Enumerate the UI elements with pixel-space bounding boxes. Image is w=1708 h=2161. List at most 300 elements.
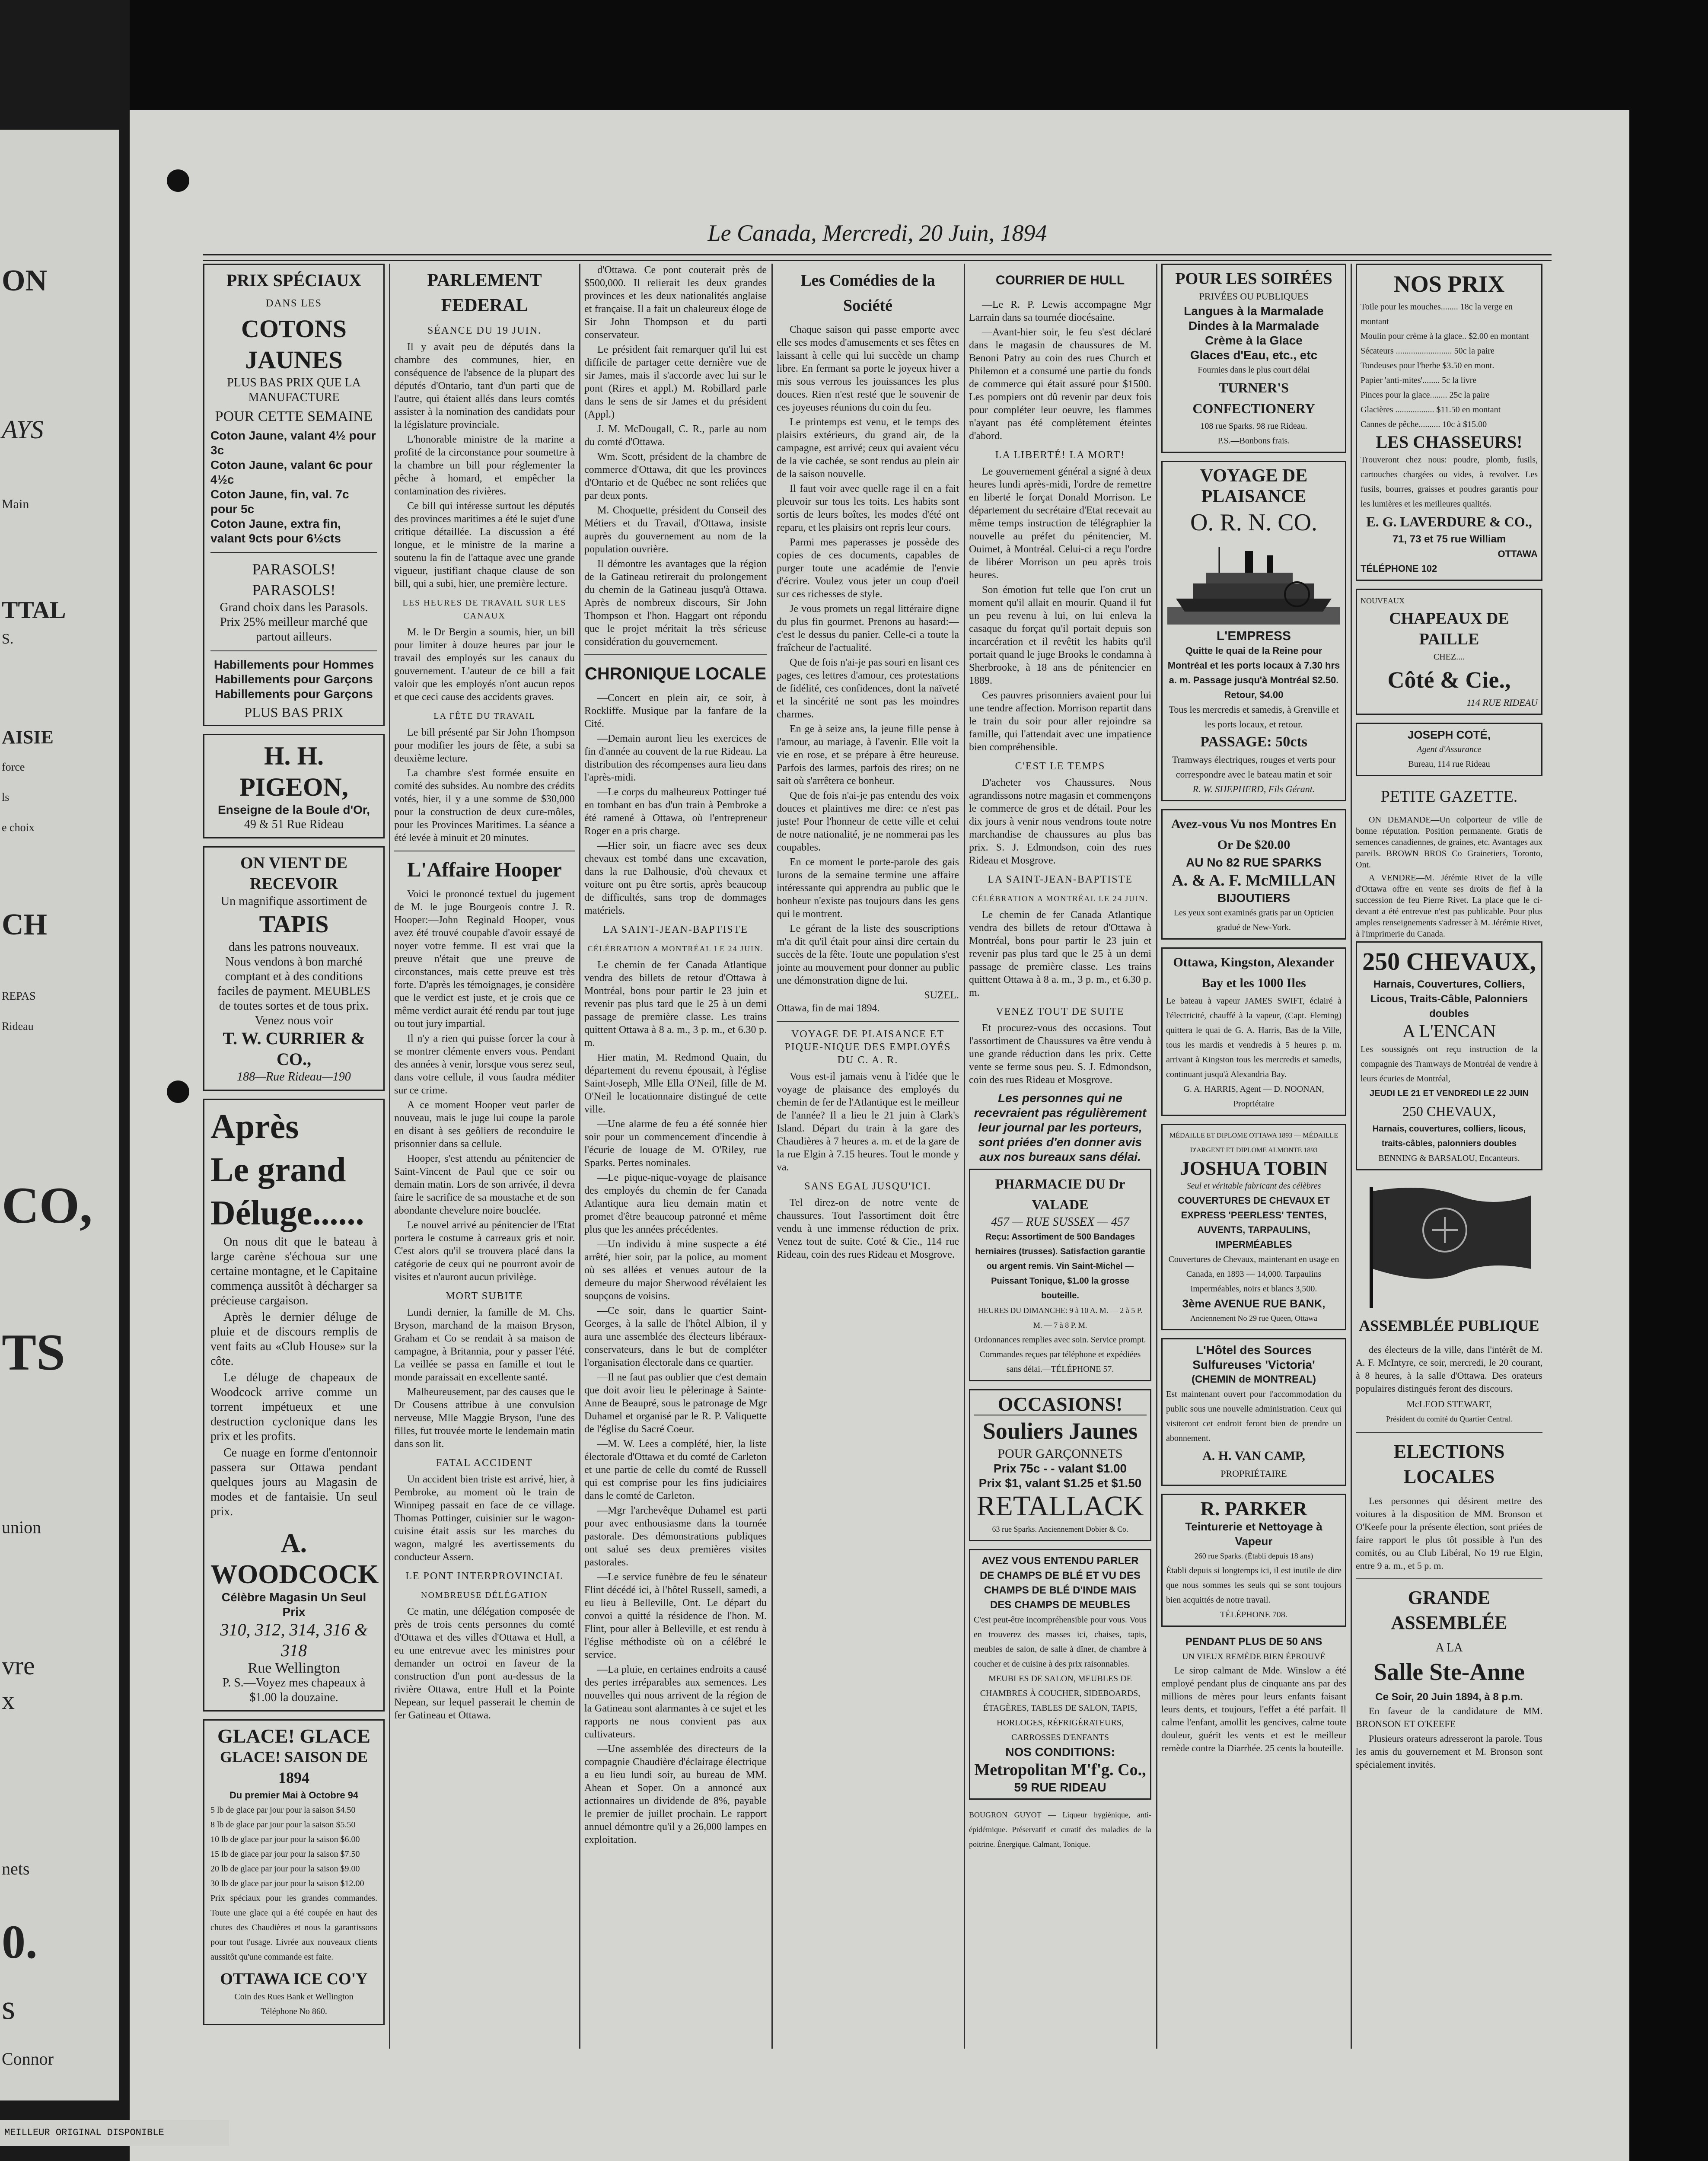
ad-body: Ce nuage en forme d'entonnoir passera sur Ottawa pendant quelques jours au Magasin de modes et de fantaisie. Un seul prix. (210, 1446, 377, 1518)
article-subheading: VENEZ TOUT DE SUITE (996, 1006, 1125, 1017)
article-paragraph: —Il ne faut pas oublier que c'est demain que doit avoir lieu le pèlerinage à Sainte-Anne de Beaupré, sous le patronage de Mgr Duhamel et organisé par le R. P. Valiquette de l'église du Sacré Coeur. (584, 1372, 767, 1435)
article-subheading: LA FÊTE DU TRAVAIL (433, 711, 535, 721)
article-paragraph: L'honorable ministre de la marine a profité de la circonstance pour soumettre à la chambre un bill pour réglementer la pêche à homard, et empêcher la contamination des rivières. (394, 434, 575, 497)
ad-prix-speciaux (203, 264, 385, 726)
article-paragraph: —M. W. Lees a complété, hier, la liste électorale d'Ottawa et du comté de Carleton et une partie de celle du comté de Russell qui est comprise pour les fins judiciaires dans le comté de Carleton. (584, 1438, 767, 1501)
binder-hole (167, 169, 189, 192)
ad-title: L'Hôtel des Sources Sulfureuses 'Victoria' (1192, 1343, 1315, 1371)
edge-fragment: s (2, 1989, 16, 2027)
ad-subtitle: (CHEMIN de MONTREAL) (1192, 1374, 1316, 1385)
article-paragraph: —Une assemblée des directeurs de la compagnie Chaudière d'éclairage électrique a eu lieu lundi soir, au bureau de MM. Ahean et Soper. On a annoncé aux actionnaires un dividende de 8%, payable le premier de juillet prochain. Le rapport annuel démontre qu'il y a 26,000 lampes en exploitation. (584, 1743, 767, 1845)
ad-subtitle: Harnais, Couvertures, Colliers, Licous, Traits-Câble, Palonniers doubles (1370, 979, 1528, 1020)
ad-price-line: 15 lb de glace par jour pour la saison $7.50 (210, 1849, 360, 1859)
ad-price-line: Prix $1, valant $1.25 et $1.50 (978, 1476, 1142, 1490)
article-paragraph: Malheureusement, par des causes que le Dr Cousens attribue à une convulsion nerveuse, Mlle Maggie Bryson, l'une des filles, fut trouvée morte le lendemain matin dans son lit. (394, 1386, 575, 1450)
column-6 (1161, 264, 1346, 2049)
ad-agent: R. W. SHEPHERD, Fils Gérant. (1192, 784, 1315, 794)
ad-price-line: Cannes de pêche.......... 10c à $15.00 (1361, 420, 1487, 429)
article-paragraph: Le président fait remarquer qu'il lui est difficile de partager cette dernière vue de sir James, mais il s'accorde avec lui sur le pont (Rires et appl.) M. Robillard parle dans le sens de sir James et du président (Appl.) (584, 344, 767, 420)
ad-price-line: Moulin pour crème à la glace.. $2.00 en montant (1361, 331, 1529, 341)
article-paragraph: —La pluie, en certaines endroits a causé des pertes irréparables aux semences. Les nouvelles qui nous arrivent de la région de la Gatineau sont alarmantes à ce sujet et les rapports ne nous convient pas aux cultivateurs. (584, 1664, 767, 1740)
ad-item: Coton Jaune, fin, val. 7c pour 5c (210, 488, 349, 516)
ad-phone: Téléphone No 860. (261, 2007, 327, 2016)
article-heading: ELECTIONS LOCALES (1393, 1441, 1505, 1487)
article-paragraph: En ce moment le porte-parole des gais lurons de la semaine termine une affaire intéressante qui apprendra au public que le bonheur n'existe pas toujours dans les gens qui le montrent. (777, 857, 959, 920)
article-paragraph: Et procurez-vous des occasions. Tout l'assortiment de Chaussures va être vendu à une grande réduction dans les prix. Cette vente se ferme sous peu. S. J. Edmondson, coin des rues Rideau et Mosgrove. (969, 1023, 1151, 1086)
ad-chevaux-encan (1356, 941, 1542, 1170)
ad-body: Après le dernier déluge de pluie et de discours remplis de vent faits au «Club House» sur la côte. (210, 1310, 377, 1368)
article-subheading: LA SAINT-JEAN-BAPTISTE (603, 924, 748, 935)
ad-price-line: 30 lb de glace par jour pour la saison $12.00 (210, 1879, 364, 1888)
article-paragraph: —Hier soir, un fiacre avec ses deux chevaux est tombé dans une excavation, dans la rue Dalhousie, d'où chevaux et voiture ont pu être sortis, après beaucoup de difficultés, sans trop de dommages matériels. (584, 840, 767, 916)
ad-firm: E. G. LAVERDURE & CO., (1366, 514, 1532, 529)
ad-headline: TAPIS (259, 911, 329, 938)
ad-tobin (1161, 1124, 1346, 1330)
ad-body: Tous les mercredis et samedis, à Grenville et les ports locaux, et retour. (1169, 704, 1339, 730)
ad-subtitle: Enseigne de la Boule d'Or, (217, 803, 370, 816)
article-heading: GRANDE ASSEMBLÉE (1391, 1587, 1507, 1633)
ad-body: Trouveront chez nous: poudre, plomb, fusils, cartouches chargées ou vides, à revolver. Les fusils, bourres, graisses et poudres garantis pour les lumières et les meilleures qualités. (1361, 455, 1538, 509)
ad-note: Ordonnances remplies avec soin. Service prompt. Commandes reçues par téléphone et expédiées sans délai.—TÉLÉPHONE 57. (974, 1335, 1146, 1374)
divider (210, 650, 377, 651)
ad-currier (203, 846, 385, 1091)
ad-title: 250 CHEVAUX, (1362, 947, 1536, 975)
ad-address: 114 RUE RIDEAU (1466, 697, 1538, 708)
article-paragraph: Son émotion fut telle que l'on crut un moment qu'il allait en mourir. Quand il fut un peu revenu à lui, on lui enleva la casaque du forçat qu'il portait depuis son incarcération et il revêtit les habits qu'il portait quand le juge Brooks le condamna à Sherbrooke, à 18 ans de pénitencier en 1889. (969, 584, 1151, 686)
ad-item: Dindes à la Marmalade (1189, 319, 1319, 332)
ad-item: Coton Jaune, valant 4½ pour 3c (210, 429, 376, 457)
ad-headline: Déluge...... (210, 1194, 364, 1232)
ad-firm: JOSEPH COTÉ, (1407, 728, 1491, 741)
article-paragraph: Hooper, s'est attendu au pénitencier de Saint-Vincent de Paul que ce soir ou demain matin. Lors de son arrivée, il devra faire le sacrifice de sa moustache et de son abondante chevelure noire bouclée. (394, 1153, 575, 1216)
ad-body: On nous dit que le bateau à large carène s'échoua sur une certaine montagne, et le Capitaine commença aussitôt à décharger sa précieuse cargaison. (210, 1235, 377, 1307)
ad-pharmacie (969, 1169, 1151, 1381)
ad-pretitle: NOUVEAUX (1361, 596, 1405, 605)
ad-mcmillan (1161, 809, 1346, 940)
ad-title: NOS PRIX (1393, 271, 1505, 297)
ad-address: 260 rue Sparks. (Établi depuis 18 ans) (1194, 1552, 1313, 1560)
ad-firm: TURNER'S CONFECTIONERY (1192, 380, 1315, 416)
ad-headline: Après (210, 1108, 299, 1146)
ad-address: Anciennement No 29 rue Queen, Ottawa (1190, 1314, 1317, 1323)
signature-title: Président du comité du Quartier Central. (1386, 1415, 1512, 1423)
ad-body: Nous vendons à bon marché comptant et à des conditions faciles de payment. MEUBLES de toutes sortes et de tous prix. Venez nous voir (217, 955, 371, 1027)
article-paragraph: Ce matin, une délégation composée de près de trois cents personnes du comté d'Ottawa et des villes d'Ottawa et Hull, a eu une entrevue avec les ministres pour demander un octroi en faveur de la construction d'un pont au-dessus de la rivière Ottawa, entre Hull et la Pointe Nepean, sur lequel passerait le chemin de fer Gatineau et Ottawa. (394, 1606, 575, 1721)
article-paragraph: En ge à seize ans, la jeune fille pense à l'amour, au mariage, à l'avenir. Elle voit la vie en rose, et se prépare à être heureuse. Parfois des larmes, parfois des rires; on ne sait où s'arrêtera ce bonheur. (777, 724, 959, 787)
ad-address: AU No 82 RUE SPARKS (1186, 856, 1322, 869)
classified: A VENDRE—M. Jérémie Rivet de la ville d'Ottawa offre en vente ses droits de fief à la succession de feu Pierre Rivet. La place que le ci-devant a été entrevue n'est pas publicable. Pour plus amples renseignements s'adresser à M. Jérémie Rivet, à l'imprimerie du Canada. (1356, 873, 1542, 939)
column-4 (777, 264, 959, 2049)
ad-address: 457 — RUE SUSSEX — 457 (991, 1215, 1129, 1229)
ad-subtitle: Seul et véritable fabricant des célèbres (1186, 1181, 1321, 1191)
article-paragraph: Hier matin, M. Redmond Quain, du département du revenu épousait, à l'église Saint-Joseph, Mlle Ella O'Neil, fille de M. O'Neil le locationnaire distingué de cette ville. (584, 1052, 767, 1115)
article-paragraph: D'acheter vos Chaussures. Nous agrandissons notre magasin et commençons le commerce de gros et de détail. Pour les dix jours à venir nous vendrons toute notre marchandise de chaussures au plus bas prix. S. J. Edmondson, coin des rues Rideau et Mosgrove. (969, 777, 1151, 866)
ad-phone: TÉLÉPHONE 102 (1361, 563, 1437, 574)
article-subheading: VOYAGE DE PLAISANCE ET PIQUE-NIQUE DES EMPLOYÉS DU C. A. R. (784, 1029, 951, 1066)
ad-title: JOSHUA TOBIN (1179, 1157, 1328, 1179)
archive-stamp: MEILLEUR ORIGINAL DISPONIBLE (0, 2120, 229, 2146)
steamboat-illustration (1167, 542, 1340, 625)
article-paragraph: Le chemin de fer Canada Atlantique vendra des billets de retour d'Ottawa à Montréal, bons pour partir le 23 juin et revenir pas plus tard que le 25 à un demi passage de première classe. Les trains quittent Ottawa à 8 a. m., 3 p. m., et 6.30 p. m. (969, 909, 1151, 998)
ad-line: PLUS BAS PRIX QUE LA MANUFACTURE (227, 376, 361, 404)
edge-fragment: e choix (2, 821, 35, 834)
ad-body: Grand choix dans les Parasols. Prix 25% meilleur marché que partout ailleurs. (220, 601, 368, 644)
article-paragraph: —Ce soir, dans le quartier Saint-Georges, à la salle de l'hôtel Albion, il y aura une assemblée des électeurs libéraux-conservateurs, dans le but de compléter l'organisation électorale dans ce quartier. (584, 1305, 767, 1368)
article-heading: COURRIER DE HULL (995, 273, 1125, 287)
ad-address: Rue Wellington (248, 1660, 340, 1676)
article-heading: Les Comédies de la Société (800, 271, 935, 315)
article-paragraph: Le sirop calmant de Mde. Winslow a été employé pendant plus de cinquante ans par des millions de mères pour leurs enfants faisant leurs dents, et toujours, l'effet a été parfait. Il calme l'enfant, amollit les gencives, calme toute douleur, guérit les vents et est le meilleur remède contre la Diarrhée. 25 cents la bouteille. (1161, 1665, 1346, 1753)
ad-headline: COTONS JAUNES (241, 315, 347, 374)
ad-address: 71, 73 et 75 rue William (1392, 533, 1506, 545)
article-paragraph: —Demain auront lieu les exercices de fin d'année au couvent de la rue Rideau. La distribution des récompenses aura lieu dans l'après-midi. (584, 733, 767, 783)
ad-dates: Du premier Mai à Octobre 94 (229, 1790, 359, 1801)
article-heading: CHRONIQUE LOCALE (585, 664, 766, 683)
article-paragraph: Plusieurs orateurs adresseront la parole. Tous les amis du gouvernement et M. Bronson sont spécialement invités. (1356, 1733, 1542, 1770)
edge-fragment: REPAS (2, 990, 36, 1002)
column-1 (203, 264, 385, 2049)
ad-price-line: Prix 75c - - valant $1.00 (993, 1462, 1127, 1475)
article-paragraph: d'Ottawa. Ce pont couterait près de $500,000. Il relierait les deux grandes provinces et les deux nationalités anglaise et française. Il a fait un chaleureux éloge de Sir John Thompson et du parti conservateur. (584, 265, 767, 341)
ad-body: Établi depuis si longtemps ici, il est inutile de dire que nous sommes les seuls qui se sont toujours bien acquittés de notre travail. (1166, 1566, 1342, 1605)
ad-subtitle: GLACE! SAISON DE 1894 (220, 1748, 368, 1786)
ad-voyage-plaisance (1161, 461, 1346, 801)
article-paragraph: A ce moment Hooper veut parler de nouveau, mais le juge lui coupe la parole en disant à ses geôliers de reconduire le prisonnier dans sa cellule. (394, 1100, 575, 1150)
ad-body: COUVERTURES DE CHEVAUX ET EXPRESS 'PEERLESS' TENTES, AUVENTS, TARPAULINS, IMPERMÉABLES (1178, 1195, 1330, 1250)
ad-line: dans les patrons nouveaux. (229, 940, 359, 954)
ad-thousand-islands (1161, 947, 1346, 1116)
article-paragraph: Il faut voir avec quelle rage il en a fait pleuvoir sur tous les toits. Les habits sont sortis de leurs boîtes, les modes d'été ont reparu, et les plaisirs ont repris leur cours. (777, 483, 959, 533)
ad-agents: G. A. HARRIS, Agent — D. NOONAN, Propriétaire (1183, 1084, 1324, 1109)
article-subheading: LE PONT INTERPROVINCIAL (405, 1571, 564, 1582)
ad-price-line: Tondeuses pour l'herbe $3.50 en mont. (1361, 361, 1494, 370)
ad-subtitle: PRIVÉES OU PUBLIQUES (1199, 291, 1309, 302)
column-rule (964, 264, 965, 2049)
ad-list: MEUBLES DE SALON, MEUBLES DE CHAMBRES À COUCHER, SIDEBOARDS, ÉTAGÈRES, TABLES DE SALON, TAPIS, HORLOGES, RÉFRIGÉRATEURS, CARROSSES D'ENFANTS (980, 1674, 1141, 1742)
column-3 (584, 264, 767, 2049)
ad-note: P. S.—Voyez mes chapeaux à $1.00 la douzaine. (222, 1676, 366, 1704)
ad-title: H. H. PIGEON, (239, 742, 348, 801)
ad-metropolitan (969, 1549, 1151, 1800)
column-7 (1356, 264, 1542, 2049)
divider (210, 552, 377, 553)
ad-title: POUR LES SOIRÉES (1175, 270, 1332, 288)
article-paragraph: des électeurs de la ville, dans l'intérêt de M. A. F. McIntyre, ce soir, mercredi, le 20 courant, à 8 heures, à la salle d'Ottawa. Des orateurs populaires distingués feront des discours. (1356, 1344, 1542, 1394)
ad-item: Habillements pour Garçons (215, 673, 373, 686)
event-date: Ce Soir, 20 Juin 1894, à 8 p.m. (1375, 1691, 1523, 1703)
article-paragraph: Le nouvel arrivé au pénitencier de l'Etat portera le costume à carreaux gris et noir. C'est alors qu'il se trouvera placé dans la catégorie de ceux qui ne pourront avoir de visites et n'auront aucun privilège. (394, 1220, 575, 1283)
signature: McLEOD STEWART, (1406, 1399, 1492, 1409)
article-subheading: UN VIEUX REMÈDE BIEN ÉPROUVÉ (1182, 1652, 1326, 1661)
ad-subtitle: Teinturerie et Nettoyage à Vapeur (1185, 1520, 1322, 1548)
article-paragraph: J. M. McDougall, C. R., parle au nom du comté d'Ottawa. (584, 424, 767, 448)
ad-item: Glaces d'Eau, etc., etc (1190, 348, 1318, 362)
edge-fragment: ON (2, 264, 47, 297)
article-paragraph: En faveur de la candidature de MM. BRONSON ET O'KEEFE (1356, 1705, 1542, 1729)
ad-price-line: Toile pour les mouches........ 18c la verge en montant (1361, 302, 1513, 326)
ad-title: GLACE! GLACE (217, 1725, 370, 1747)
ad-headline: A L'ENCAN (1402, 1022, 1496, 1042)
edge-fragment: S. (2, 631, 14, 647)
article-paragraph: —Le corps du malheureux Pottinger tué en tombant en bas d'un train à Pembroke a été ramené à Ottawa, où l'entrepreneur Roger en a pris charge. (584, 787, 767, 837)
article-subheading: NOMBREUSE DÉLÉGATION (421, 1590, 548, 1600)
ad-address: 108 rue Sparks. 98 rue Rideau. (1200, 421, 1307, 431)
article-signature: SUZEL. (924, 990, 959, 1001)
ad-hours: HEURES DU DIMANCHE: 9 à 10 A. M. — 2 à 5 P. M. — 7 à 8 P. M. (978, 1306, 1143, 1329)
ad-medals: MÉDAILLE ET DIPLOME OTTAWA 1893 — MÉDAILLE D'ARGENT ET DIPLOME ALMONTE 1893 (1169, 1132, 1338, 1154)
article-paragraph: Le bill présenté par Sir John Thompson pour modifier les jours de fête, a subi sa deuxième lecture. (394, 727, 575, 764)
article-paragraph: —Une alarme de feu a été sonnée hier soir pour un commencement d'incendie à l'écurie de louage de M. O'Riley, rue Sparks. Pertes nominales. (584, 1119, 767, 1169)
edge-fragment: Connor (2, 2049, 54, 2069)
article-paragraph: Voici le prononcé textuel du jugement de M. le juge Bourgeois contre J. R. Hooper:—John Reginald Hooper, vous avez été trouvé coupable d'avoir essayé de noyer votre femme. Il est vrai que la preuve n'était que une preuve de circonstances, mais cette preuve est très forte. D'après les témoignages, je considère que le verdict est juste, et je crois que ce même verdict aurait été rendu par tout juge ou tout jury impartial. (394, 889, 575, 1030)
ad-title: R. PARKER (1200, 1498, 1307, 1520)
ad-firm: A. & A. F. McMILLAN (1172, 871, 1336, 889)
ad-note: Les yeux sont examinés gratis par un Opticien gradué de New-York. (1173, 908, 1334, 932)
binder-hole (167, 1080, 189, 1103)
ad-firm: A. H. VAN CAMP, (1202, 1449, 1305, 1463)
ad-headline: Le grand (210, 1151, 346, 1189)
ad-title: OCCASIONS! (974, 1394, 1147, 1415)
ad-turner (1161, 264, 1346, 453)
article-paragraph: —Concert en plein air, ce soir, à Rockliffe. Musique par la fanfare de la Cité. (584, 692, 767, 730)
page-header: Le Canada, Mercredi, 20 Juin, 1894 (707, 220, 1047, 246)
previous-page-edge (0, 130, 119, 2100)
ad-footer: PLUS BAS PRIX (244, 704, 344, 720)
ad-parker (1161, 1494, 1346, 1627)
edge-fragment: TS (2, 1323, 65, 1381)
ad-price-line: 8 lb de glace par jour pour la saison $5.50 (210, 1820, 356, 1830)
column-rule (771, 264, 773, 2049)
edge-fragment: nets (2, 1859, 30, 1878)
ad-conditions: NOS CONDITIONS: (1005, 1745, 1115, 1759)
article-paragraph: La chambre s'est formée ensuite en comité des subsides. Au nombre des crédits votés, hier, il y a une somme de $30,000 pour la construction de deux cure-môles, pour les Provinces Maritimes. La séance a été levée à minuit et 20 minutes. (394, 768, 575, 844)
ad-firm-sub: PROPRIÉTAIRE (1220, 1468, 1287, 1479)
ad-title: Ottawa, Kingston, Alexander Bay et les 1000 Iles (1173, 955, 1335, 990)
ad-price-line: Papier 'anti-mites'........ 5c la livre (1361, 376, 1477, 385)
ad-address: Bureau, 114 rue Rideau (1408, 759, 1490, 769)
ad-line: CHEZ.... (1433, 652, 1465, 662)
article-subheading: FATAL ACCIDENT (436, 1457, 533, 1469)
article-subheading: LA SAINT-JEAN-BAPTISTE (988, 874, 1133, 885)
article-paragraph: —Le R. P. Lewis accompagne Mgr Larrain dans sa tournée diocésaine. (969, 299, 1151, 323)
ad-woodcock (203, 1099, 385, 1712)
ad-dates: JEUDI LE 21 ET VENDREDI LE 22 JUIN (1370, 1089, 1529, 1098)
article-paragraph: —Mgr l'archevêque Duhamel est parti pour avec enthousiasme dans la tournée pastorale. Des démonstrations publiques ont salué ses deux premières visites pastorales. (584, 1505, 767, 1568)
ad-firm: Metropolitan M'f'g. Co., (974, 1761, 1146, 1779)
column-rule (579, 264, 580, 2049)
ad-list: Harnais, couvertures, colliers, licous, traits-câbles, palonniers doubles (1372, 1124, 1526, 1148)
ad-address: 310, 312, 314, 316 & 318 (220, 1620, 368, 1660)
subscriber-notice: Les personnes qui ne recevraient pas régulièrement leur journal par les porteurs, sont priées d'en donner avis aux nos bureaux sans délai. (974, 1091, 1147, 1163)
ad-price-line: 20 lb de glace par jour pour la saison $9.00 (210, 1864, 360, 1874)
ad-firm: RETALLACK (976, 1490, 1144, 1522)
ad-address: 63 rue Sparks. Anciennement Dobier & Co. (992, 1525, 1128, 1533)
edge-fragment: force (2, 761, 25, 773)
edge-fragment: ls (2, 791, 10, 803)
column-rule (1156, 264, 1157, 2049)
ad-body: Le bateau à vapeur JAMES SWIFT, éclairé à l'électricité, chauffé à la vapeur, (Capt. Fleming) quittera le quai de G. A. Harris, Bas de la Ville, tous les mardis et vendredis à 5 heures p. m. arrivant à Kingston tous les mercredis et samedis, continuant jusqu'à Alexandria Bay. (1166, 996, 1342, 1079)
divider (777, 1021, 959, 1022)
article-subheading: CÉLÉBRATION A MONTRÉAL LE 24 JUIN. (587, 944, 764, 953)
ad-subtitle: Célèbre Magasin Un Seul Prix (221, 1590, 366, 1619)
ad-price-line: 10 lb de glace par jour pour la saison $6.00 (210, 1835, 360, 1844)
column-rule (1351, 264, 1352, 2049)
ad-address: 188—Rue Rideau—190 (237, 1070, 351, 1084)
edge-fragment: vre (2, 1651, 35, 1680)
article-heading: Salle Ste-Anne (1373, 1659, 1525, 1686)
ad-note: P.S.—Bonbons frais. (1217, 436, 1290, 446)
ad-body: Le déluge de chapeaux de Woodcock arrive comme un torrent impétueux et une destruction cyclonique dans les prix et les profits. (210, 1371, 377, 1443)
article-paragraph: Un accident bien triste est arrivé, hier, à Pembroke, au moment où le train de Winnipeg passait en face de ce village. Thomas Pottinger, cuisinier sur le wagon-cuisine était assis sur les marches du wagon, malgré les avertissements du conducteur Assern. (394, 1474, 575, 1563)
article-heading: ASSEMBLÉE PUBLIQUE (1359, 1317, 1539, 1334)
article-paragraph: Il y avait peu de députés dans la chambre des communes, hier, en conséquence de l'absence de la plupart des députés d'Ontario, tant d'un parti que de l'autre, qui étaient allés dans leurs comtés assister à la nomination des candidats pour la législature provinciale. (394, 341, 575, 430)
article-paragraph: Ces pauvres prisonniers avaient pour lui une tendre affection. Morrison repartit dans le train du soir pour aller rejoindre sa famille, qui l'attendait avec une impatience bien compréhensible. (969, 690, 1151, 753)
ad-title: ON VIENT DE RECEVOIR (240, 854, 347, 893)
article-paragraph: Il démontre les avantages que la région de la Gatineau retirerait du prolongement du chemin de la Gatineau jusqu'à Ottawa. Après de nombreux discours, Sir John Thompson et l'hon. Haggart ont répondu que le projet méritait la très sérieuse considération du gouvernement. (584, 558, 767, 647)
column-2 (394, 264, 575, 2049)
ad-subtitle: LES CHASSEURS! (1376, 432, 1523, 452)
article-subheading: CÉLÉBRATION A MONTRÉAL LE 24 JUIN. (972, 894, 1148, 903)
ad-price-line: Sécateurs .......................... 50c la paire (1361, 346, 1494, 356)
article-subheading: LES HEURES DE TRAVAIL SUR LES CANAUX (402, 598, 567, 621)
ad-ice (203, 1719, 385, 2025)
article-date: SÉANCE DU 19 JUIN. (427, 325, 542, 336)
article-paragraph: —Le service funèbre de feu le sénateur Flint décédé ici, à l'hôtel Russell, samedi, a eu lieu à Belleville, Ont. Le départ du convoi a quitté la résidence de l'hon. M. Flint, pour aller à Belleville, et est rendu à l'église méthodiste où on a célébré le service. (584, 1571, 767, 1661)
ad-item: Coton Jaune, valant 6c pour 4½c (210, 458, 373, 486)
ad-subtitle: BIJOUTIERS (1217, 891, 1291, 905)
divider (1356, 1432, 1542, 1433)
flag-illustration (1358, 1178, 1540, 1308)
article-subheading: PENDANT PLUS DE 50 ANS (1185, 1636, 1322, 1648)
edge-fragment: AYS (2, 415, 44, 444)
ad-subtitle: DANS LES (265, 298, 322, 309)
article-paragraph: —Le pique-nique-voyage de plaisance des employés du chemin de fer Canada Atlantique aura lieu demain matin et promet d'être beaucoup patronné et même plus que les années précédentes. (584, 1172, 767, 1235)
ad-subhead: PARASOLS! PARASOLS! (252, 561, 336, 599)
ad-item: Habillements pour Garçons (215, 687, 373, 701)
ad-price-line: 5 lb de glace par jour pour la saison $4.50 (210, 1805, 356, 1815)
edge-fragment: 0. (2, 1916, 38, 1968)
ad-firm: T. W. CURRIER & CO., (223, 1029, 365, 1069)
edge-fragment: union (2, 1517, 41, 1537)
ad-price-line: Glacières .................. $11.50 en montant (1361, 405, 1501, 414)
ad-body: Couvertures de Chevaux, maintenant en usage en Canada, en 1893 — 14,000. Tarpaulins imperméables, noirs et blancs 3,500. (1168, 1255, 1339, 1294)
ad-price-line: Pinces pour la glace........ 25c la paire (1361, 390, 1490, 400)
ad-body: Quitte le quai de la Reine pour Montréal et les ports locaux à 7.30 hrs a. m. Passage jusqu'à Montréal $2.50. Retour, $4.00 (1167, 645, 1340, 700)
article-heading: L'Affaire Hooper (407, 858, 562, 881)
ad-note: Fournies dans le plus court délai (1198, 365, 1310, 375)
ad-bougron: BOUGRON GUYOT — Liqueur hygiénique, anti-épidémique. Préservatif et curatif des maladies de la poitrine. Énergique. Calmant, Tonique. (969, 1810, 1151, 1849)
edge-fragment: CH (2, 908, 47, 941)
article-paragraph: Tel direz-on de notre vente de chaussures. Tout l'assortiment doit être vendu à une immense réduction de prix. Venez tout de suite. Coté & Cie., 114 rue Rideau, coin des rues Rideau et Mosgrove. (777, 1197, 959, 1260)
article-subheading: MORT SUBITE (446, 1291, 523, 1302)
ad-cote-chapeaux (1356, 589, 1542, 715)
article-paragraph: Wm. Scott, président de la chambre de commerce d'Ottawa, dit que les provinces d'Ontario et de Québec ne sont reliées que par deux ponts. (584, 451, 767, 501)
article-paragraph: Je vous promets un regal littéraire digne du plus fin gourmet. Prenons au hasard:—c'est le dessus du panier. Celle-ci a toute la fraîcheur de l'actualité. (777, 603, 959, 653)
ad-retallack (969, 1389, 1151, 1541)
ad-firm: BENNING & BARSALOU, Encanteurs. (1378, 1154, 1520, 1163)
ad-title: PHARMACIE DU Dr VALADE (995, 1176, 1125, 1212)
article-paragraph: Que de fois n'ai-je pas entendu des voix douces et plaintives me dire: ce n'est pas juste! Pour l'honneur de cette ville et celui de notre nationalité, je ne nommerai pas les coupables. (777, 790, 959, 853)
ad-line: POUR CETTE SEMAINE (215, 408, 373, 424)
article-dateline: Ottawa, fin de mai 1894. (777, 1003, 880, 1014)
article-subheading: C'EST LE TEMPS (1015, 761, 1106, 772)
ad-body: Est maintenant ouvert pour l'accommodation du public sous une nouvelle administration. Ceux qui visiteront cet endroit feront bien de prendre un abonnement. (1166, 1390, 1342, 1443)
ad-address: Coin des Rues Bank et Wellington (234, 1992, 354, 2002)
ad-hotel-victoria (1161, 1338, 1346, 1486)
ad-headline: 250 CHEVAUX, (1402, 1103, 1496, 1119)
ad-body: Reçu: Assortiment de 500 Bandages herniaires (trusses). Satisfaction garantie ou argent remis. Vin Saint-Michel — Puissant Tonique, $1.00 la grosse bouteille. (975, 1232, 1145, 1300)
article-paragraph: —Un individu à mine suspecte a été arrêté, hier soir, par la police, au moment où ses allées et venues autour de la demeure du major Sherwood révélaient les soupçons de voisins. (584, 1239, 767, 1302)
article-subheading: SANS EGAL JUSQU'ICI. (804, 1181, 931, 1192)
ad-title: AVEZ VOUS ENTENDU PARLER DE CHAMPS DE BLÉ ET VU DES CHAMPS DE BLÉ D'INDE MAIS DES CHAMPS DE MEUBLES (979, 1555, 1141, 1611)
article-subheading: LA LIBERTÉ! LA MORT! (995, 449, 1125, 461)
ad-body: Tramways électriques, rouges et verts pour correspondre avec le bateau matin et soir (1172, 754, 1335, 780)
article-paragraph: Ce bill qui intéresse surtout les députés des provinces maritimes a été le sujet d'une critique détaillée. La discussion a été longue, et le ministre de la marine a soutenu la fin de l'attaque avec une grande vigueur, justifiant chaque clause de son bill, qui a subi, hier, une première lecture. (394, 500, 575, 590)
divider (1356, 1578, 1542, 1579)
ad-line: Un magnifique assortiment de (220, 895, 367, 908)
ad-phone: TÉLÉPHONE 708. (1220, 1610, 1287, 1619)
article-paragraph: Les personnes qui désirent mettre des voitures à la disposition de MM. Bronson et O'Keefe pour la présente élection, sont priées de faire rapport le plus tôt possible à l'un des comités, ou au Club Libéral, No 19 rue Elgin, entre 9 a. m., et 5 p. m. (1356, 1495, 1542, 1571)
article-paragraph: Le chemin de fer Canada Atlantique vendra des billets de retour d'Ottawa à Montréal, bons pour partir le 23 juin et revenir pas plus tard que le 25 à un demi passage de première classe. Les trains quittent Ottawa à 8 a. m., 3 p. m., et 6.30 p. m. (584, 959, 767, 1049)
ad-subtitle: POUR GARÇONNETS (997, 1447, 1123, 1461)
article-paragraph: —Avant-hier soir, le feu s'est déclaré dans le magasin de chaussures de M. Benoni Patry au coin des rues Church et Philemon et a consumé une partie du fonds de commerce qui était assuré pour $1500. Les pompiers ont dû revenir par deux fois pour compléter leur oeuvre, les flammes n'ayant pas été complètement éteintes d'abord. (969, 327, 1151, 442)
article-paragraph: Le printemps est venu, et le temps des plaisirs extérieurs, du grand air, de la campagne, est arrivé; ceux qui avaient vécu de la vie cachée, se sont rendus au plein air de la saison nouvelle. (777, 417, 959, 480)
article-paragraph: Lundi dernier, la famille de M. Chs. Bryson, marchand de la maison Bryson, Graham et Co se rendait à sa maison de campagne, à Britannia, pour y passer l'été. La veillée se passa en famille et tout le monde paraissait en excellente santé. (394, 1307, 575, 1383)
header-rule (203, 254, 1552, 261)
ad-address: 3ème AVENUE RUE BANK, (1182, 1297, 1326, 1310)
edge-fragment: AISIE (2, 727, 54, 748)
article-paragraph: Que de fois n'ai-je pas souri en lisant ces pages, ces lettres d'amour, ces protestations de fidélité, ces confidences, dont la naïveté et la sincérité ne sont pas les moindres charmes. (777, 657, 959, 720)
ad-laverdure (1356, 264, 1542, 581)
ad-ship-name: L'EMPRESS (1216, 629, 1291, 643)
column-5 (969, 264, 1151, 2049)
ad-address: 49 & 51 Rue Rideau (244, 818, 344, 831)
ad-joseph-cote (1356, 723, 1542, 776)
ad-body: Prix spéciaux pour les grandes commandes. Toute une glace qui a été coupée en haut des chutes des Chaudières et nous la garantissons pour tout l'usage. Livrée aux nouveaux clients aussitôt qu'une commande est faite. (210, 1893, 377, 1962)
article-paragraph: Parmi mes paperasses je possède des copies de ces documents, capables de purger toute une académie de l'envie d'écrire. Voulez vous jeter un coup d'oeil sur ces richesses de style. (777, 537, 959, 600)
edge-fragment: CO, (2, 1176, 92, 1234)
article-subheading: A LA (1435, 1641, 1463, 1654)
ad-body: Les soussignés ont reçu instruction de la compagnie des Tramways de Montréal de vendre à leurs écuries de Montréal, (1361, 1045, 1538, 1084)
ad-title: VOYAGE DE PLAISANCE (1200, 466, 1308, 507)
ad-item: Coton Jaune, extra fin, valant 9cts pour 6½cts (210, 517, 341, 545)
edge-fragment: x (2, 1686, 15, 1715)
ad-firm: OTTAWA ICE CO'Y (220, 1970, 368, 1988)
article-paragraph: Le gérant de la liste des souscriptions m'a dit qu'il était pour ainsi dire certain du succès de la fête. Toute une population s'est jointe au mouvement pour donner au public une démonstration digne de lui. (777, 923, 959, 986)
ad-title: Avez-vous Vu nos Montres En Or De $20.00 (1171, 817, 1337, 852)
ad-item: Crème à la Glace (1205, 334, 1303, 347)
ad-address: 59 RUE RIDEAU (1014, 1781, 1106, 1794)
article-paragraph: M. Choquette, président du Conseil des Métiers et du Travail, d'Ottawa, insiste auprès du gouvernement au nom de la population ouvrière. (584, 505, 767, 555)
article-paragraph: Chaque saison qui passe emporte avec elle ses modes d'amusements et ses fêtes en laissant à celle qui lui succède un champ libre. En fermant sa porte le joyeux hiver a mis sous verrous les jouissances les plus douces. Rien n'est resté que le souvenir de ces joyeuses réunions du coin du feu. (777, 324, 959, 413)
column-rule (389, 264, 390, 2049)
edge-fragment: Rideau (2, 1020, 34, 1033)
ad-title: CHAPEAUX DE PAILLE (1389, 609, 1509, 648)
ad-headline: Souliers Jaunes (982, 1418, 1138, 1444)
ad-item: Langues à la Marmalade (1184, 304, 1324, 318)
ad-body: C'est peut-être incompréhensible pour vous. Vous en trouverez des masses ici, chaises, tapis, meubles de salon, de salle à dîner, de chambre à coucher et de cuisine à des prix raisonnables. (974, 1615, 1147, 1669)
edge-fragment: Main (2, 497, 29, 511)
article-paragraph: Le gouvernement général a signé à deux heures lundi après-midi, l'ordre de remettre en liberté le forçat Donald Morrison. Le département du secrétaire d'Etat recevait au même temps instruction de télégraphier la nouvelle au préfet du pénitencier, M. Ouimet, à Montréal. Celui-ci a reçu l'ordre de libérer Morrison un peu après trois heures. (969, 466, 1151, 581)
ad-city: OTTAWA (1498, 548, 1538, 559)
ad-firm: Côté & Cie., (1387, 667, 1511, 693)
divider (584, 654, 767, 655)
article-heading: PARLEMENT FEDERAL (427, 271, 542, 316)
article-paragraph: Il n'y a rien qui puisse forcer la cour à se montrer clémente envers vous. Pendant des années à venir, lorsque vous serez seul, dans votre cellule, il vous faudra méditer sur ce crime. (394, 1033, 575, 1096)
ad-title: PRIX SPÉCIAUX (226, 271, 362, 290)
edge-fragment: TTAL (2, 597, 66, 624)
article-paragraph: M. le Dr Bergin a soumis, hier, un bill pour limiter à douze heures par jour le travail des employés sur les canaux du gouvernement. L'auteur de ce bill a fait valoir que les employés n'ont aucun repos et que ceci cause des accidents graves. (394, 627, 575, 703)
